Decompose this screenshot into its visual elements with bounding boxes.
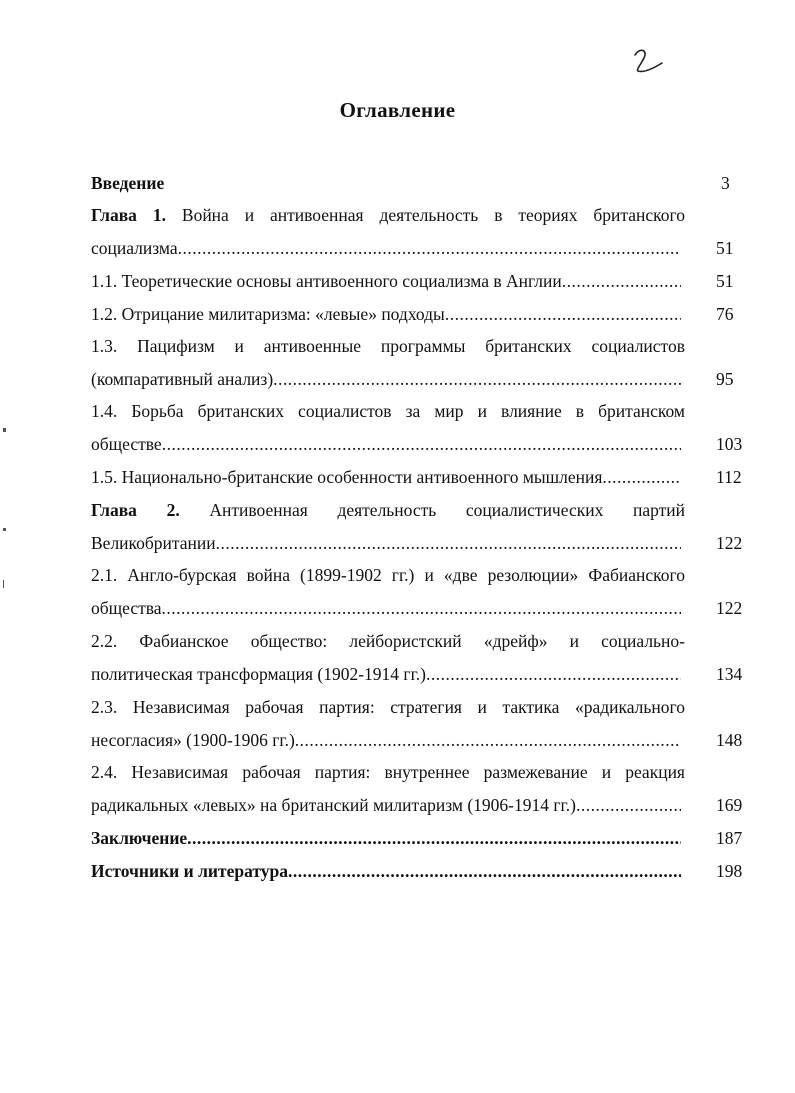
page-number: 198 [716,861,743,881]
page-number: 103 [716,434,743,454]
page-number: 112 [716,467,742,487]
page-number: 169 [716,795,743,815]
chapter-label: Глава 1. [91,205,166,225]
toc-entry-1-3: 1.3. Пацифизм и антивоенные программы британских социалистов [91,336,685,356]
page-number: 3 [721,173,730,193]
page-number: 76 [716,304,734,324]
toc-entry-1-1: 1.1. Теоретические основы антивоенного социализма в Англии ..... [91,267,681,295]
chapter-label: Глава 2. [91,500,180,520]
toc-entry-chapter-2 [91,496,685,524]
toc-entry-1-3-cont: (компаративный анализ) ..... [91,365,681,393]
toc-entry-chapter-2-cont: Великобритании ..... [91,529,681,557]
toc-entry-2-2: 2.2. Фабианское общество: лейбористский «дрейф» и социально- [91,631,685,651]
toc-entry-chapter-1 [91,201,685,229]
toc-entry-2-3-cont: несогласия» (1900-1906 гг.) ..... [91,726,681,754]
toc-entry-2-1-cont: общества ..... [91,594,681,622]
scan-mark [3,528,6,531]
handwritten-page-number [632,46,666,76]
toc-entry-chapter-1-cont: социализма ..... [91,234,681,262]
toc-entry-sources: Источники и литература ..... [91,857,681,885]
toc-entry-1-4-cont: обществе ..... [91,430,681,458]
toc-entry-introduction: Введение [91,173,165,193]
scan-mark [3,580,4,588]
chapter-title: Войнa и антивоенная деятельность в теориях британского [181,205,685,225]
page-number: 187 [716,828,743,848]
toc-entry-1-5: 1.5. Национально-британские особенности антивоенного мышления ..... [91,463,681,491]
toc-entry-2-2-cont: политическая трансформация (1902-1914 гг.) ..... [91,660,681,688]
scan-mark [3,428,6,432]
page-number: 122 [716,533,743,553]
page-number: 122 [716,598,743,618]
toc-entry-2-4-cont: радикальных «левых» на британский милитаризм (1906-1914 гг.) ..... [91,791,681,819]
toc-entry-conclusion: Заключение ..... [91,824,681,852]
toc-entry-1-4: 1.4. Борьба британских социалистов за мир и влияние в британском [91,401,685,421]
page-number: 95 [716,369,734,389]
toc-entry-2-3: 2.3. Независимая рабочая партия: стратегия и тактика «радикального [91,697,685,717]
toc-entry-2-4: 2.4. Независимая рабочая партия: внутреннее размежевание и реакция [91,762,685,782]
toc-entry-2-1: 2.1. Англо-бурская война (1899-1902 гг.) и «две резолюции» Фабианского [91,565,685,585]
page-number: 134 [716,664,743,684]
chapter-title: Антивоенная деятельность социалистических партий [209,500,686,520]
page-number: 51 [716,238,734,258]
page-number: 148 [716,730,743,750]
toc-entry-1-2: 1.2. Отрицание милитаризма: «левые» подходы ..... [91,300,681,328]
toc-title: Оглавление [339,98,456,122]
page-number: 51 [716,271,734,291]
